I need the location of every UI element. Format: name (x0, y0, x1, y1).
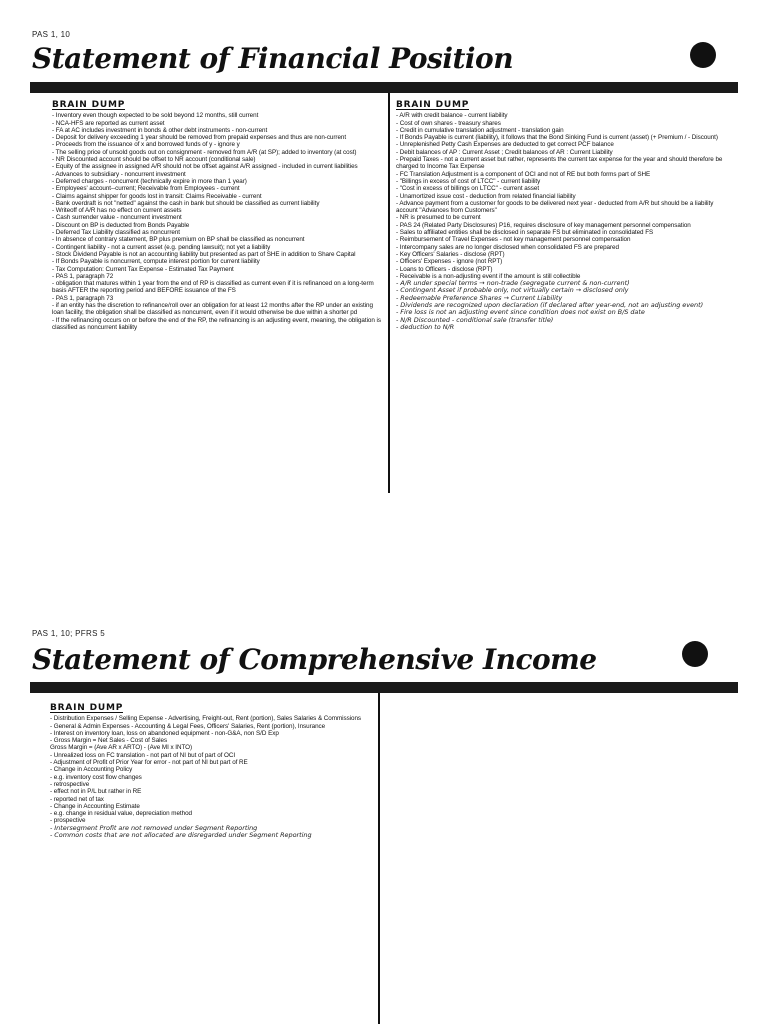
note-line: - PAS 24 (Related Party Disclosures) P16, requires disclosure of key management personnel compensation (396, 221, 691, 229)
note-line: - Deposit for delivery exceeding 1 year should be removed from prepaid expenses and thus are non-current (52, 134, 347, 142)
note-line: - Deferred Tax Liability classified as noncurrent (52, 229, 180, 237)
page-tag: PAS 1, 10; PFRS 5 (32, 629, 105, 638)
note-line: - Key Officers' Salaries - disclose (RPT) (396, 250, 505, 258)
right-column (396, 102, 728, 331)
note-line: - NR Discounted account should be offset to NR account (conditional sale) (52, 156, 256, 164)
note-line: - Intercompany sales are no longer disclosed when consolidated FS are prepared (396, 243, 619, 251)
note-line: - Employees' account--current; Receivable from Employees - current (52, 185, 240, 193)
note-line: - Contingent Asset if probable only, not virtually certain → disclosed only (396, 286, 629, 295)
note-line: - N/R Discounted - conditional sale (transfer title) (396, 315, 554, 324)
note-line: - PAS 1, paragraph 72 (52, 272, 114, 280)
page-tag: PAS 1, 10 (32, 30, 71, 39)
note-line: - Stock Dividend Payable is not an accounting liability but presented as part of SHE in addition to Share Capital (52, 250, 356, 258)
sheet-comprehensive-income (30, 625, 738, 1024)
brain-dump-heading: BRAIN DUMP (50, 703, 124, 713)
note-line: - A/R under special terms → non-trade (segregate current & non-current) (396, 279, 630, 288)
note-line: - Proceeds from the issuance of x and borrowed funds of y - ignore y (52, 141, 240, 149)
note-line: Gross Margin = (Ave AR x ARTO) - (Ave MI x INTO) (50, 744, 193, 752)
note-line: - Receivable is a non-adjusting event if the amount is still collectible (396, 272, 581, 280)
note-line: - Advance payment from a customer for goods to be delivered next year - deducted from A/R but should be a liability account "Advances from Customers" (396, 199, 714, 215)
note-line: - obligation that matures within 1 year from the end of RP is classified as current even if it is refinanced on a long-term basis AFTER the reporting period and BEFORE issuance of the FS (52, 280, 374, 295)
note-line: - Dividends are recognized upon declaration (if declared after year-end, not an adjusting event) (396, 301, 704, 310)
note-line: - General & Admin Expenses - Accounting & Legal Fees, Officers' Salaries, Rent (portion), Insurance (50, 722, 326, 730)
note-line: - effect not in P/L but rather in RE (50, 788, 142, 796)
note-line: - Advances to subsidiary - noncurrent investment (52, 170, 186, 178)
header-bar (30, 82, 738, 93)
note-line: - "Billings in excess of cost of LTCC" - current liability (396, 177, 541, 185)
note-line: - reported net of tax (50, 795, 104, 803)
note-line: - Cash surrender value - noncurrent investment (52, 214, 182, 222)
note-line: - Bank overdraft is not "netted" against the cash in bank but should be classified as current liability (52, 199, 320, 207)
note-line: - The selling price of unsold goods out on consignment - removed from A/R (at SP); added to inventory (at cost) (52, 148, 357, 156)
note-line: - Contingent liability - not a current asset (e.g. pending lawsuit); not yet a liability (52, 243, 271, 251)
note-line: - NCA-HFS are reported as current asset (52, 119, 165, 127)
note-list (52, 112, 382, 331)
note-line: - Fire loss is not an adjusting event since condition does not exist on B/S date (396, 308, 645, 317)
note-line: - Equity of the assignee in assigned A/R should not be offset against A/R assigned - included in current liabilities (52, 163, 358, 171)
note-line: - Reimbursement of Travel Expenses - not key management personnel compensation (396, 236, 631, 244)
note-line: - deduction to N/R (396, 322, 455, 331)
note-line: - FA at AC includes investment in bonds & other debt instruments - non-current (52, 126, 268, 134)
note-line: - Redeemable Preference Shares → Current Liability (396, 293, 563, 302)
note-line: - Adjustment of Profit of Prior Year for error - not part of NI but part of RE (50, 759, 248, 767)
column-divider (378, 693, 380, 1024)
page-title: Statement of Comprehensive Income (32, 643, 597, 676)
note-line: - Inventory even though expected to be sold beyond 12 months, still current (52, 112, 259, 120)
sheet-financial-position (30, 28, 738, 493)
note-line: - Unamortized issue cost - deduction from related financial liability (396, 192, 576, 200)
note-line: - Intersegment Profit are not removed under Segment Reporting (50, 823, 258, 832)
column-divider (388, 93, 390, 493)
note-line: - In absence of contrary statement, BP plus premium on BP shall be classified as noncurrent (52, 236, 305, 244)
note-line: - Debit balances of AP : Current Asset ; Credit balances of AR : Current Liability (396, 148, 613, 156)
note-line: - Credit in cumulative translation adjustment - translation gain (396, 126, 564, 134)
binder-hole (690, 42, 716, 68)
note-line: - If the refinancing occurs on or before the end of the RP, the refinancing is an adjusting event, meaning, the obligation is classified as noncurrent liability (52, 316, 381, 331)
note-line: - e.g. inventory cost flow changes (50, 773, 142, 781)
note-line: - Writeoff of A/R has no effect on current assets (52, 207, 182, 215)
note-line: - Tax Computation: Current Tax Expense - Estimated Tax Payment (52, 265, 234, 273)
note-line: - e.g. change in residual value, depreciation method (50, 810, 192, 818)
note-line: - Officers' Expenses - ignore (not RPT) (396, 258, 503, 266)
note-line: - If Bonds Payable is current (liability), it follows that the Bond Sinking Fund is current (asset) (+ Premium / - Discount) (396, 134, 718, 142)
left-column (52, 102, 382, 331)
note-line: - "Cost in excess of billings on LTCC" - current asset (396, 185, 540, 193)
left-column (50, 705, 372, 839)
note-line: - Cost of own shares - treasury shares (396, 119, 501, 127)
note-line: - Distribution Expenses / Selling Expense - Advertising, Freight-out, Rent (portion), Sales Salaries & Commissions (50, 715, 362, 723)
note-line: - Unrealized loss on FC translation - not part of NI but of part of OCI (50, 751, 236, 759)
note-line: - A/R with credit balance - current liability (396, 112, 508, 120)
note-line: - Sales to affiliated entities shall be disclosed in separate FS but eliminated in consolidated FS (396, 229, 654, 237)
note-line: - Discount on BP is deducted from Bonds Payable (52, 221, 190, 229)
note-line: - if an entity has the discretion to refinance/roll over an obligation for at least 12 months after the RP under an existing loan facility, the obligation shall be classified as noncurrent, even if it would otherwise be due within a shorter pd (52, 302, 373, 317)
brain-dump-heading: BRAIN DUMP (52, 100, 126, 110)
note-line: - Prepaid Taxes - not a current asset but rather, represents the current tax expense for the year and should therefore be charged to Income Tax Expense (396, 156, 723, 171)
note-line: - FC Translation Adjustment is a component of OCI and not of RE but both forms part of SHE (396, 170, 651, 178)
brain-dump-heading: BRAIN DUMP (396, 100, 470, 110)
page-title: Statement of Financial Position (32, 42, 514, 75)
note-line: - Interest on inventory loan, loss on abandoned equipment - non-G&A, non S/D Exp (50, 729, 279, 737)
binder-hole (682, 641, 708, 667)
header-bar (30, 682, 738, 693)
note-line: - PAS 1, paragraph 73 (52, 294, 114, 302)
note-line: - Claims against shipper for goods lost in transit: Claims Receivable - current (52, 192, 262, 200)
note-line: - Change in Accounting Policy (50, 766, 133, 774)
note-list (50, 715, 372, 839)
note-line: - Common costs that are not allocated are disregarded under Segment Reporting (50, 831, 312, 840)
note-line: - If Bonds Payable is noncurrent, compute interest portion for current liability (52, 258, 260, 266)
note-line: - Unreplenished Petty Cash Expenses are deducted to get correct PCF balance (396, 141, 614, 149)
note-line: - retrospective (50, 780, 90, 788)
note-list (396, 112, 728, 331)
note-line: - Loans to Officers - disclose (RPT) (396, 265, 493, 273)
note-line: - Gross Margin = Net Sales - Cost of Sales (50, 737, 168, 745)
note-line: - prospective (50, 817, 86, 825)
note-line: - Change in Accounting Estimate (50, 802, 140, 810)
note-line: - NR is presumed to be current (396, 214, 481, 222)
note-line: - Deferred charges - noncurrent (technically expire in more than 1 year) (52, 177, 247, 185)
